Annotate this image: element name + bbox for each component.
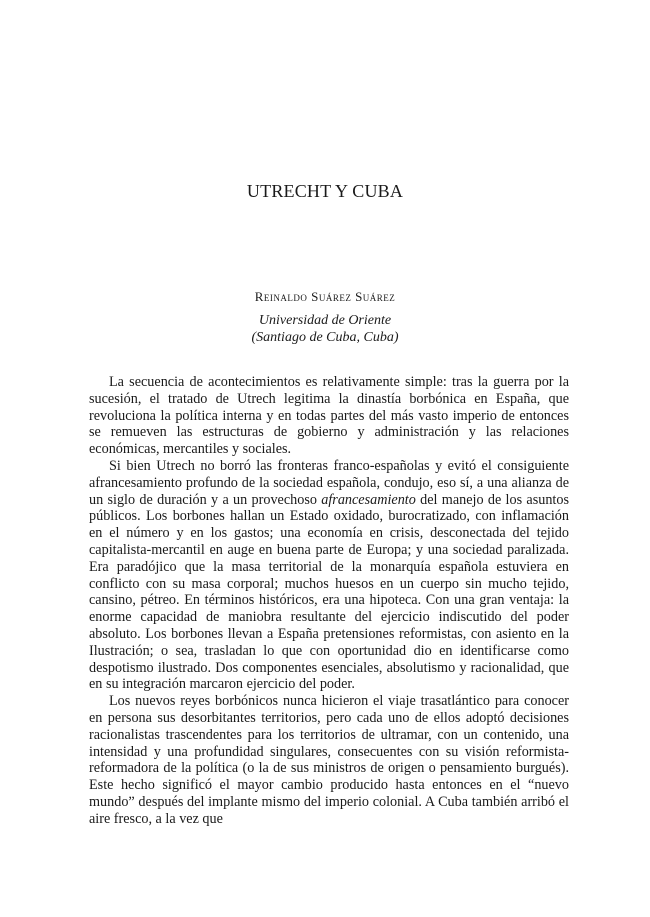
paragraph-2-part-2: del manejo de los asuntos públicos. Los borbones hallan un Estado oxidado, burocratizado, con inflamación en el número y en los gastos; una economía en crisis, desconectada del tejido capitalista-mercantil en auge en buena parte de Europa; y una sociedad paralizada. Era paradójico que la masa territorial de la monarquía española estuviera en conflicto con su masa corporal; muchos huesos en un cuerpo sin mucho tejido, cansino, pétreo. En términos históricos, era una hipoteca. Con una gran ventaja: la enorme capacidad de maniobra resultante del ejercicio indiscutido del poder absoluto. Los borbones llevan a España pretensiones reformistas, con asiento en la Ilustración; o sea, trasladan lo que con oportunidad dio en identificarse como despotismo ilustrado. Dos componentes esenciales, absolutismo y racionalidad, que en su integración marcaron ejercicio del poder.: [89, 491, 569, 693]
italic-term: afrancesamiento: [321, 491, 416, 508]
author-affiliation: Universidad de Oriente: [258, 313, 392, 328]
author-location: (Santiago de Cuba, Cuba): [251, 330, 399, 345]
paragraph-2: [89, 458, 569, 693]
paragraph-1: La secuencia de acontecimientos es relativamente simple: tras la guerra por la sucesión, el tratado de Utrech legitima la dinastía borbónica en España, que revoluciona la política interna y en todas partes del más vasto imperio de entonces se remueven las estructuras de gobierno y administración y las relaciones económicas, mercantiles y sociales.: [89, 374, 569, 458]
author-name: Reinaldo Suárez Suárez: [254, 289, 396, 304]
paragraph-2-part-1: Si bien Utrech no borró las fronteras franco-españolas y evitó el consiguiente afrancesamiento profundo de la sociedad española, condujo, eso sí, a una alianza de un siglo de duración y a un provechoso: [89, 457, 569, 508]
article-body: [89, 374, 569, 828]
paragraph-3: Los nuevos reyes borbónicos nunca hicieron el viaje trasatlántico para conocer en persona sus desorbitantes territorios, pero cada uno de ellos adoptó decisiones racionalistas trascendentes para los territorios de ultramar, con un contenido, una intensidad y una profundidad singulares, consecuentes con su visión reformista-reformadora de la política (o la de sus ministros de origen o pensamiento burgués). Este hecho significó el mayor cambio producido hasta entonces en el “nuevo mundo” después del implante mismo del imperio colonial. A Cuba también arribó el aire fresco, a la vez que: [89, 693, 569, 827]
article-title: UTRECHT Y CUBA: [246, 181, 404, 201]
